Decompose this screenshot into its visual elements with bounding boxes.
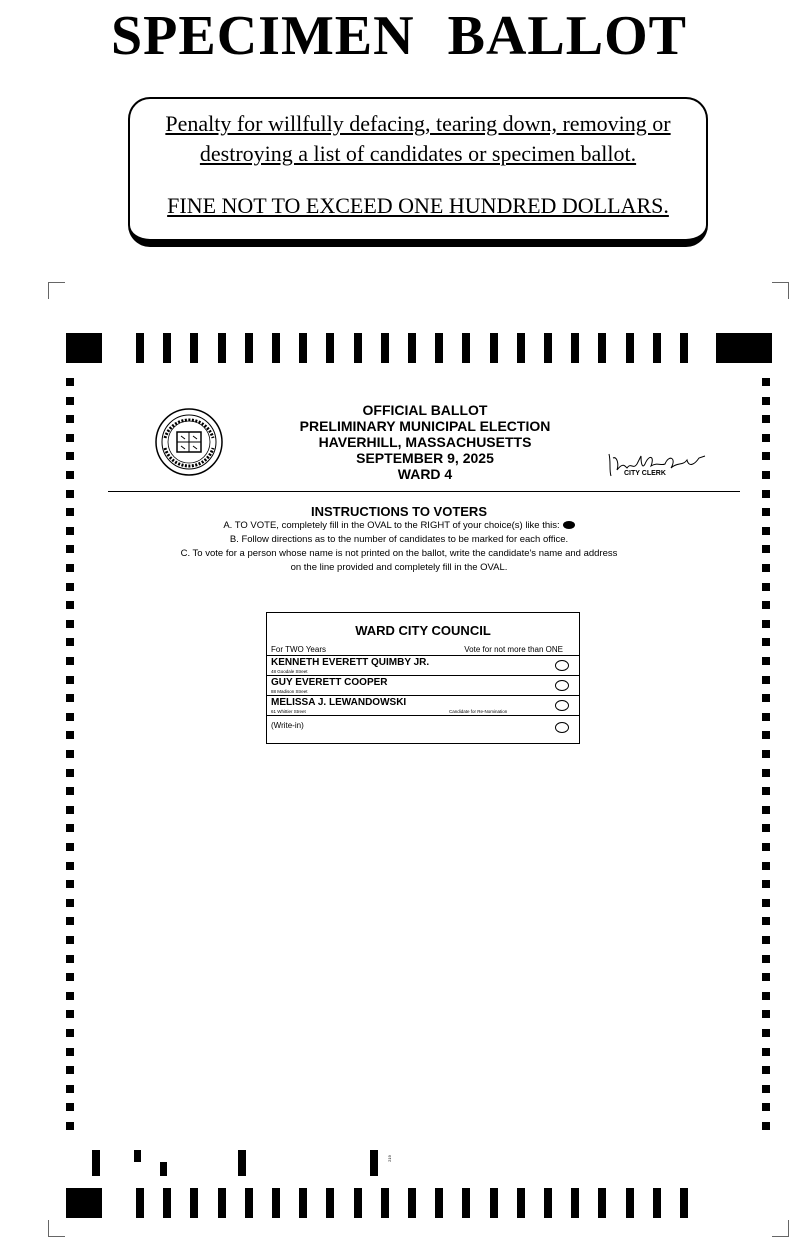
- timing-bar: [653, 333, 661, 363]
- timing-square: [66, 638, 74, 646]
- instruction-a-text: A. TO VOTE, completely fill in the OVAL to the RIGHT of your choice(s) like this:: [223, 520, 560, 531]
- timing-square: [66, 713, 74, 721]
- timing-square: [762, 1029, 770, 1037]
- timing-square: [762, 880, 770, 888]
- timing-square: [762, 490, 770, 498]
- candidate-address: 88 Madison Street: [271, 689, 308, 694]
- timing-square: [762, 620, 770, 628]
- timing-bar: [354, 1188, 362, 1218]
- timing-bar: [544, 1188, 552, 1218]
- timing-square: [762, 750, 770, 758]
- timing-bar: [462, 333, 470, 363]
- timing-block: [716, 333, 772, 363]
- vote-oval[interactable]: [555, 722, 569, 733]
- timing-square: [762, 397, 770, 405]
- timing-bar: [299, 1188, 307, 1218]
- timing-block: [66, 333, 102, 363]
- timing-bar: [408, 333, 416, 363]
- write-in-label: (Write-in): [271, 721, 304, 730]
- timing-square: [762, 638, 770, 646]
- candidate-row[interactable]: [267, 655, 579, 675]
- timing-square: [66, 880, 74, 888]
- timing-square: [66, 415, 74, 423]
- timing-bar: [408, 1188, 416, 1218]
- timing-square: [66, 1085, 74, 1093]
- timing-bar: [571, 1188, 579, 1218]
- penalty-notice: [128, 97, 708, 247]
- official-ballot-label: OFFICIAL BALLOT: [362, 402, 488, 418]
- timing-square: [66, 824, 74, 832]
- timing-square: [762, 378, 770, 386]
- timing-bar: [272, 1188, 280, 1218]
- timing-square: [762, 806, 770, 814]
- code-bar: [238, 1150, 246, 1176]
- timing-bar: [571, 333, 579, 363]
- timing-square: [762, 676, 770, 684]
- city-name: HAVERHILL, MASSACHUSETTS: [318, 434, 532, 450]
- candidate-name: GUY EVERETT COOPER: [271, 677, 388, 688]
- contest-vote-for: Vote for not more than ONE: [464, 645, 563, 654]
- timing-bar: [190, 333, 198, 363]
- ward-number: WARD 4: [397, 466, 453, 482]
- candidate-note: Candidate for Re-Nomination: [449, 709, 508, 714]
- timing-bar: [544, 333, 552, 363]
- timing-square: [66, 694, 74, 702]
- timing-square: [66, 731, 74, 739]
- timing-square: [66, 917, 74, 925]
- timing-bar: [163, 1188, 171, 1218]
- timing-square: [762, 731, 770, 739]
- timing-square: [762, 917, 770, 925]
- timing-bar: [517, 1188, 525, 1218]
- header-divider: [108, 491, 740, 492]
- timing-bar: [354, 333, 362, 363]
- vote-oval[interactable]: [555, 660, 569, 671]
- timing-bar: [218, 1188, 226, 1218]
- timing-square: [762, 694, 770, 702]
- timing-bar: [598, 333, 606, 363]
- timing-square: [66, 806, 74, 814]
- timing-square: [66, 769, 74, 777]
- code-bar: [134, 1150, 141, 1162]
- crop-mark-bottom-left: [48, 1220, 65, 1237]
- ballot-header: [250, 402, 600, 482]
- instruction-b: B. Follow directions as to the number of candidates to be marked for each office.: [229, 534, 569, 545]
- penalty-fine: FINE NOT TO EXCEED ONE HUNDRED DOLLARS.: [167, 193, 669, 218]
- timing-square: [762, 992, 770, 1000]
- timing-square: [66, 1122, 74, 1130]
- timing-square: [762, 899, 770, 907]
- candidate-name: MELISSA J. LEWANDOWSKI: [271, 697, 407, 708]
- city-clerk-label: CITY CLERK: [624, 470, 666, 477]
- timing-bar: [381, 1188, 389, 1218]
- timing-square: [66, 750, 74, 758]
- timing-square: [66, 601, 74, 609]
- timing-bar: [598, 1188, 606, 1218]
- instructions-title: INSTRUCTIONS TO VOTERS: [311, 504, 487, 519]
- timing-square: [762, 1103, 770, 1111]
- timing-bar: [299, 333, 307, 363]
- timing-bar: [326, 1188, 334, 1218]
- vote-oval[interactable]: [555, 680, 569, 691]
- crop-mark-top-left: [48, 282, 65, 299]
- timing-bar: [517, 333, 525, 363]
- election-name: PRELIMINARY MUNICIPAL ELECTION: [299, 418, 551, 434]
- penalty-line-2: destroying a list of candidates or specimen ballot.: [199, 141, 637, 166]
- timing-bar: [326, 333, 334, 363]
- timing-bar: [462, 1188, 470, 1218]
- contest-title: WARD CITY COUNCIL: [355, 623, 491, 638]
- timing-square: [66, 434, 74, 442]
- timing-bar: [272, 333, 280, 363]
- ballot-code: 219: [386, 1155, 392, 1162]
- timing-square: [66, 843, 74, 851]
- election-date: SEPTEMBER 9, 2025: [356, 450, 494, 466]
- timing-square: [66, 657, 74, 665]
- timing-square: [66, 1029, 74, 1037]
- candidate-row[interactable]: [267, 695, 579, 715]
- timing-bar: [435, 1188, 443, 1218]
- timing-square: [762, 583, 770, 591]
- timing-bar: [680, 333, 688, 363]
- timing-square: [66, 378, 74, 386]
- contest-ward-city-council: [266, 612, 580, 744]
- timing-bar: [163, 333, 171, 363]
- candidate-address: 61 Whittier Street: [271, 709, 306, 714]
- timing-square: [66, 1048, 74, 1056]
- timing-square: [762, 1010, 770, 1018]
- timing-square: [762, 787, 770, 795]
- timing-square: [762, 1048, 770, 1056]
- timing-bar: [381, 333, 389, 363]
- candidate-address: 48 Goodale Street: [271, 669, 308, 674]
- timing-square: [66, 1103, 74, 1111]
- timing-square: [762, 415, 770, 423]
- timing-square: [762, 1085, 770, 1093]
- timing-bar: [490, 1188, 498, 1218]
- timing-square: [762, 452, 770, 460]
- timing-square: [66, 899, 74, 907]
- timing-square: [66, 676, 74, 684]
- timing-block: [66, 1188, 102, 1218]
- timing-bar: [136, 1188, 144, 1218]
- instruction-a: [0, 519, 798, 532]
- timing-bar: [626, 333, 634, 363]
- vote-oval[interactable]: [555, 700, 569, 711]
- timing-square: [762, 1066, 770, 1074]
- timing-square: [66, 490, 74, 498]
- timing-square: [66, 955, 74, 963]
- timing-square: [762, 713, 770, 721]
- timing-square: [762, 471, 770, 479]
- code-bar: [160, 1162, 167, 1176]
- filled-oval-icon: [563, 521, 575, 529]
- penalty-line-1: Penalty for willfully defacing, tearing down, removing or: [165, 111, 671, 136]
- timing-bar: [136, 333, 144, 363]
- signature-text: Kaitlin M. Wright: [663, 459, 671, 460]
- timing-bar: [680, 1188, 688, 1218]
- timing-square: [66, 1066, 74, 1074]
- timing-square: [66, 936, 74, 944]
- code-bar: [370, 1150, 378, 1176]
- timing-square: [762, 843, 770, 851]
- timing-bar: [245, 1188, 253, 1218]
- timing-square: [762, 824, 770, 832]
- timing-square: [66, 471, 74, 479]
- timing-square: [66, 583, 74, 591]
- timing-square: [66, 397, 74, 405]
- candidate-row[interactable]: [267, 675, 579, 695]
- timing-square: [762, 434, 770, 442]
- timing-bar: [490, 333, 498, 363]
- timing-square: [762, 973, 770, 981]
- timing-square: [66, 452, 74, 460]
- timing-square: [762, 955, 770, 963]
- timing-square: [762, 657, 770, 665]
- timing-square: [66, 620, 74, 628]
- timing-bar: [245, 333, 253, 363]
- contest-term: For TWO Years: [271, 645, 326, 654]
- timing-square: [66, 992, 74, 1000]
- write-in-row[interactable]: [267, 715, 579, 743]
- timing-bar: [190, 1188, 198, 1218]
- timing-bar: [626, 1188, 634, 1218]
- timing-square: [762, 601, 770, 609]
- instruction-c-line2: on the line provided and completely fill in the OVAL.: [290, 562, 508, 573]
- code-bar: [92, 1150, 100, 1176]
- timing-bar: [218, 333, 226, 363]
- page-title: SPECIMEN BALLOT: [111, 5, 687, 67]
- timing-bar: [435, 333, 443, 363]
- timing-square: [762, 769, 770, 777]
- crop-mark-top-right: [772, 282, 789, 299]
- timing-square: [66, 787, 74, 795]
- timing-square: [66, 973, 74, 981]
- timing-square: [762, 936, 770, 944]
- timing-square: [66, 1010, 74, 1018]
- city-seal-icon: [155, 408, 223, 476]
- timing-square: [66, 862, 74, 870]
- timing-square: [762, 862, 770, 870]
- timing-square: [762, 1122, 770, 1130]
- crop-mark-bottom-right: [772, 1220, 789, 1237]
- clerk-signature: [605, 448, 715, 484]
- candidate-name: KENNETH EVERETT QUIMBY JR.: [271, 657, 430, 668]
- timing-bar: [653, 1188, 661, 1218]
- instruction-c-line1: C. To vote for a person whose name is not printed on the ballot, write the candidate's name and address: [180, 548, 618, 559]
